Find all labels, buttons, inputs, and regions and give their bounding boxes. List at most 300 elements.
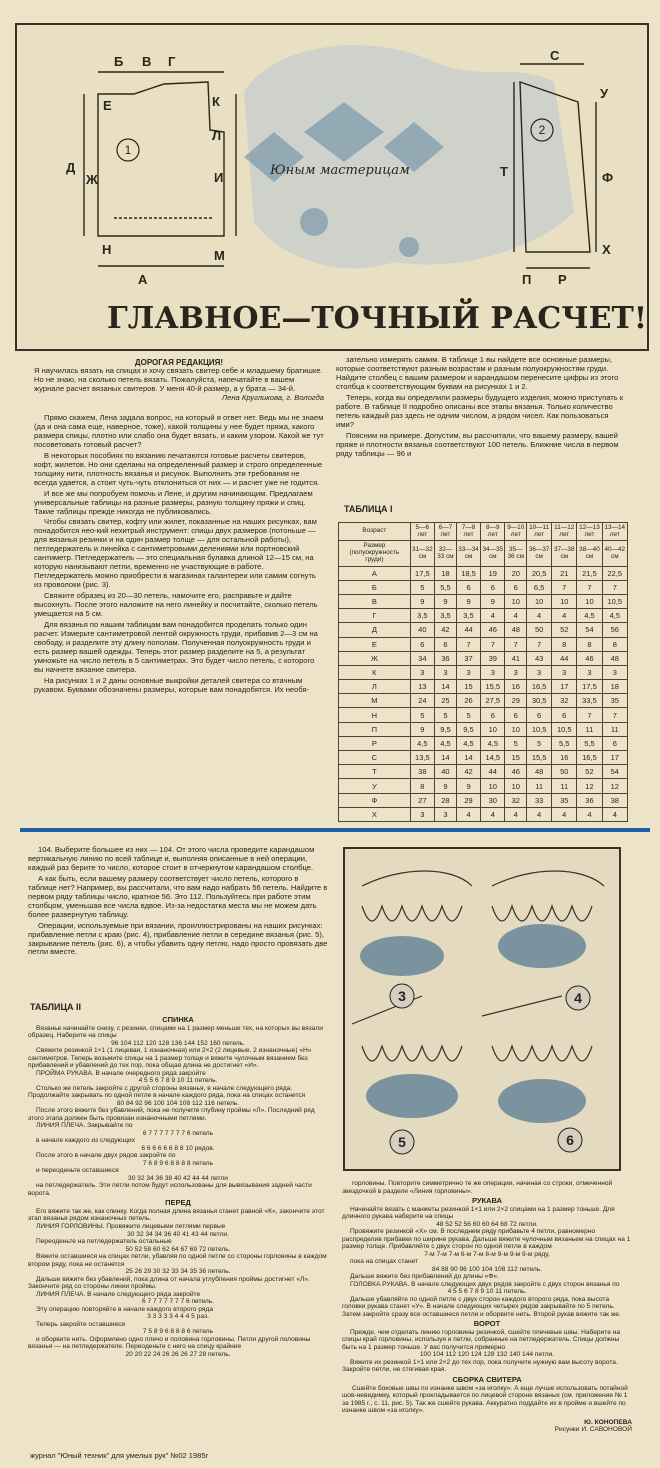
table-cell: 13,5 [410,751,434,765]
instruction-line: 4 5 5 6 7 8 9 10 11 петель. [447,1288,527,1296]
table-cell: 44 [552,651,577,665]
instruction-line: После этого в начале двух рядов закройте по [36,1152,176,1160]
instruction-line: 20 20 22 24 26 26 26 27 28 петель. [125,1350,231,1358]
table-cell: 7 [505,637,527,651]
table-cell: 3 [602,665,627,679]
label-r: Р [558,272,567,287]
header-illustration [14,22,650,352]
table-cell: 4,5 [577,609,602,623]
table-row [339,637,628,651]
label-n: Н [102,242,112,257]
main-title: ГЛАВНОЕ—ТОЧНЫЙ РАСЧЕТ! [106,301,648,336]
table-cell: 6 [602,736,627,750]
table-cell: 16 [552,751,577,765]
instruction-line: Столько же петель закройте с другой стороны вязанья, в начале следующего ряда. Продолжайте закрывать по одной петле в начале каждого ряда, пока на спицах останется [28,1084,306,1100]
paragraph: Прямо скажем, Лена задала вопрос, на который я ответ нет. Ведь мы не знаем (да и она сама еще, наверное, тоже), какой толщины у нее будет пряжа, какого размера спицы, плотно или слабо она будет вязать, и каким узором. Какой же тут посоветовать готовый расчет? [34,413,324,449]
paragraph: горловины. Повторите симметрично те же операции, начиная со строки, отмеченной звездочкой в разделе «Линия горловины». [342,1180,613,1195]
row-letter: В [339,594,411,608]
table-cell: 5,5 [552,736,577,750]
table-cell: 3 [410,665,434,679]
table-cell: 6 [481,708,505,722]
table-cell: 8 [410,779,434,793]
table-cell: 11 [527,779,552,793]
table-cell: 4 [481,609,505,623]
paragraph: В некоторых пособиях по вязанию печатаются готовые расчеты свитеров, кофт, жилетов. Но они сделаны на определенный размер и строго определенные толщину нити, плотность вязанья и рисунок. Выполнить эти требования не всегда удается, а стоит чуть-чуть отклониться от них — и расчет уже не годится. [34,450,323,487]
table-cell: 3,5 [410,609,434,623]
instruction-line: 7 5 8 9 6 8 8 8 6 петель [142,1328,214,1336]
table-cell: 52 [552,623,577,637]
instruction-line: 100 104 112 120 124 128 132 140 144 петли. [419,1351,555,1359]
table-row [339,807,628,821]
table-cell: 10 [527,594,552,608]
table-1-size-cell: 32—33 см [434,541,456,566]
row-letter: Л [339,680,411,694]
table-1-title: ТАБЛИЦА I [344,504,393,514]
table-cell: 9 [456,779,480,793]
table-cell: 12 [577,779,602,793]
table-cell: 22,5 [602,566,627,580]
instruction-line: и переоденьте оставшиеся [36,1167,119,1175]
table-1-size-cell: 36—37 см [527,541,552,566]
table-cell: 7 [552,580,577,594]
table-cell: 42 [456,765,480,779]
table-row [339,651,628,665]
figure-5-label: 5 [398,1134,406,1150]
paragraph: Операции, используемые при вязании, проиллюстрированы на наших рисунках: прибавление петли с краю (рис. 4), прибавление петли в середине вязанья (рис. 5), закрывание петель (рис. 6), а чтобы убавить одну петлю, надо просто провязать две петли вместе. [28,920,328,957]
table-cell: 3 [456,665,480,679]
row-letter: Е [339,637,411,651]
table-cell: 18,5 [456,566,480,580]
table-2 [28,1016,328,1358]
instruction-line: Вяжите их резинкой 1×1 или 2×2 до тех пор, пока получите нужную вам высоту ворота. Закройте петли, не стягивая края. [342,1358,618,1374]
table-cell: 37 [456,651,480,665]
instruction-line: 30 32 34 34 36 40 41 43 44 петли. [127,1230,229,1238]
table-cell: 10,5 [552,722,577,736]
table-1-size-cell: 37—38 см [552,541,577,566]
table-cell: 6 [527,708,552,722]
row-letter: Б [339,580,411,594]
instruction-line: ПРОЙМА РУКАВА. В начале очередного ряда закройте [36,1069,206,1077]
letter-heading: ДОРОГАЯ РЕДАКЦИЯ! [134,358,224,367]
table-cell: 34 [410,651,434,665]
table-cell: 4 [505,807,527,821]
table-cell: 33 [527,793,552,807]
table-1-age-cell: 8—9 лет [481,523,505,541]
table-cell: 4 [552,807,577,821]
letter-signature: Лена Кругликова, г. Вологда [221,393,324,403]
table-cell: 4 [577,807,602,821]
row-letter: Р [339,736,411,750]
table-cell: 6 [552,708,577,722]
table-cell: 25 [434,694,456,708]
table-cell: 9 [410,594,434,608]
table-cell: 46 [505,765,527,779]
table-cell: 16,5 [577,751,602,765]
table-cell: 4,5 [434,736,456,750]
instruction-line: в начале каждого из следующих [36,1137,136,1145]
table-cell: 10 [481,779,505,793]
table-cell: 17,5 [410,566,434,580]
instruction-line: ЛИНИЯ ПЛЕЧА. Закрывайте по [36,1122,133,1130]
table-cell: 8 [552,637,577,651]
instruction-line: 6 7 7 7 7 7 7 7 6 петель. [141,1298,215,1306]
row-letter: У [339,779,411,793]
table-cell: 48 [505,623,527,637]
table-1-age-cell: 5—6 лет [410,523,434,541]
table-row [339,779,628,793]
instruction-line: 25 26 29 30 32 33 34 35 36 петель. [125,1268,231,1276]
instruction-line: После этого вяжите без убавлений, пока не получите глубину проймы «Л». Последний ряд этого этапа должен быть провязан изнаночными петлями. [28,1107,315,1122]
label-i: И [214,170,224,185]
table-cell: 21 [552,566,577,580]
table-row [339,722,628,736]
table-cell: 4,5 [481,736,505,750]
label-kh: Х [602,242,611,257]
table-cell: 18 [602,680,627,694]
row-letter: Г [339,609,411,623]
instruction-line: на петледержатель. Эти петли потом будут использованы для вывязывания задней части ворота. [28,1182,312,1197]
table-cell: 46 [577,651,602,665]
table-cell: 27,5 [481,694,505,708]
table-cell: 9 [410,722,434,736]
instruction-line: Начинайте вязать с манжеты резинкой 1×1 или 2×2 спицами на 1 размер тоньше. Для длинного рукава наберите на спицы [342,1205,615,1221]
table-cell: 6 [505,580,527,594]
instruction-line: Дальше убавляйте по одной петле с двух сторон каждого второго ряда, пока высота головки рукава станет «У». В начале следующих четырех рядов закрывайте по 5 петель. Затем закройте сразу все оставшиеся петли и оборвите нить. Второй рукав вяжите так же. [342,1295,621,1318]
letter-text: Я научилась вязать на спицах и хочу связать свитер себе и младшему братишке. Но не знаю, на сколько петель вязать. Пожалуйста, напечатайте в вашем журнале расчет вязаных свитеров. У меня 40-й размер, а у брата — 34-й. [34,366,323,394]
table-cell: 7 [577,580,602,594]
table-1-age-header: Возраст [339,523,411,541]
table-cell: 14 [434,680,456,694]
assembly-text: Сшейте боковые швы по изнанке швом «за иголку». А еще лучше использовать потайной шов-невидимку, который прокладывается по лицевой стороне вязаных (см. приложение № 1 за 1985 г., с. 11, рис. 5). Так же сшейте рукава. Аккуратно поддайте их в пройме и вшейте по изнанке швом «за иголку». [342,1384,628,1415]
instruction-line: 4 5 5 6 7 8 9 10 11 петель. [138,1077,218,1085]
table-1-age-cell: 12—13 лет [577,523,602,541]
table-cell: 44 [481,765,505,779]
table-1-age-cell: 6—7 лет [434,523,456,541]
table-1-size-cell: 31—32 см [410,541,434,566]
table-cell: 4,5 [410,736,434,750]
table-cell: 12 [602,779,627,793]
table-cell: 10 [505,779,527,793]
table-cell: 3 [577,665,602,679]
table-cell: 5 [505,736,527,750]
letter-block [34,358,324,403]
table-cell: 13 [410,680,434,694]
paragraph: 104. Выберите большее из них — 104. От этого числа проведите карандашом вертикальную линию по всей таблице и, выполняя описанные в ней операции, каждый раз берите то число, которое стоит в отчеркнутом карандашом столбце. [28,845,315,872]
table-1-size-header: Размер (полуокружность груди) [339,541,411,566]
table-cell: 52 [577,765,602,779]
label-zh: Ж [86,172,98,187]
table-cell: 54 [577,623,602,637]
table-cell: 38 [410,765,434,779]
author-credit: Ю. КОНОПЕВА [584,1418,632,1426]
table-cell: 3 [505,665,527,679]
table-cell: 10 [505,722,527,736]
section-heading-back: СПИНКА [162,1015,194,1024]
label-u: У [600,86,609,101]
table-cell: 4,5 [456,736,480,750]
table-1-age-cell: 13—14 лет [602,523,627,541]
row-letter: П [339,722,411,736]
table-cell: 7 [577,708,602,722]
instruction-line: ГОЛОВКА РУКАВА. В начале следующих двух рядов закройте с двух сторон вязанья по [350,1280,620,1288]
table-cell: 14 [456,751,480,765]
table-cell: 10 [505,594,527,608]
table-cell: 3 [410,807,434,821]
table-cell: 33,5 [577,694,602,708]
paragraph: Чтобы связать свитер, кофту или жилет, показанные на наших рисунках, вам понадобится нео-кий нехитрый инструмент: спицы двух размеров (потоньше — для вязанья резинки и на один размер толще — для остальной работы), петледержатель и линейка с сантиметровыми делениями или портновский сантиметр. Петледержатель — это специальная булавка длиной 12—15 см, на которую нанизывают петли, временно не участвующие в работе. Петледержатель можно приобрести в магазинах галантереи или самим согнуть из проволоки (рис. 3). [34,517,317,590]
row-letter: Н [339,708,411,722]
table-cell: 14 [434,751,456,765]
table-row [339,708,628,722]
row-letter: Х [339,807,411,821]
instruction-line: 7 6 8 9 6 8 8 8 8 петель [142,1159,214,1167]
table-cell: 6,5 [527,580,552,594]
row-letter: Ж [339,651,411,665]
table-cell: 11 [577,722,602,736]
table-row [339,793,628,807]
label-s: С [550,48,560,63]
table-cell: 9 [434,594,456,608]
table-row [339,694,628,708]
table-cell: 21,5 [577,566,602,580]
table-cell: 10,5 [602,594,627,608]
paragraph: На рисунках 1 и 2 даны основные выкройки деталей свитера со втачным рукавом. Буквами обозначены размеры, которые вам понадобятся. Их необя- [34,675,310,694]
instruction-line: Вязанье начинайте снизу, с резинки, спицами на 1 размер меньше тех, на которых вы вязали образец. Наберите на спицы [28,1024,323,1040]
table-cell: 7 [456,637,480,651]
instruction-line: пока на спицах станет [350,1258,419,1266]
label-a: А [138,272,148,287]
table-cell: 30,5 [527,694,552,708]
table-row [339,609,628,623]
table-cell: 36 [577,793,602,807]
table-cell: 9 [434,779,456,793]
table-cell: 5,5 [577,736,602,750]
row-letter: А [339,566,411,580]
instruction-line: Его вяжите так же, как спинку. Когда полная длина вязанья станет равной «К», закончите этот этап вязанья рядом изнаночных петель. [28,1207,325,1223]
table-row [339,765,628,779]
label-f: Ф [602,170,614,185]
instruction-line: 6 6 6 6 6 6 8 8 10 рядов. [141,1144,215,1152]
table-cell: 38 [602,793,627,807]
table-cell: 17,5 [577,680,602,694]
table-cell: 46 [481,623,505,637]
instruction-line: Переоденьте на петледержатель остальные [36,1238,172,1246]
instruction-line: 3 3 3 3 3 4 4 4 5 раз. [147,1313,209,1321]
table-cell: 16,5 [527,680,552,694]
table-cell: 5 [527,736,552,750]
instruction-line: 48 52 52 56 60 60 64 68 72 петли. [436,1220,538,1228]
table-row [339,736,628,750]
table-cell: 50 [527,623,552,637]
table-cell: 14,5 [481,751,505,765]
table-cell: 20,5 [527,566,552,580]
table-row [339,623,628,637]
table-cell: 54 [602,765,627,779]
assembly-heading: СБОРКА СВИТЕРА [452,1374,522,1384]
table-cell: 56 [602,623,627,637]
table-cell: 19 [481,566,505,580]
table-cell: 9,5 [456,722,480,736]
section-divider [20,828,650,832]
table-1-size-cell: 33—34 см [456,541,480,566]
table-row [339,680,628,694]
row-letter: М [339,694,411,708]
table-cell: 8 [577,637,602,651]
instruction-line: Дальше вяжите без прибавлений до длины «Ф». [350,1273,499,1281]
table-cell: 15,5 [527,751,552,765]
table-cell: 4 [481,807,505,821]
table-cell: 4 [527,807,552,821]
label-e: Е [103,98,112,113]
table-cell: 3 [434,807,456,821]
section-heading-front: ПЕРЕД [165,1198,191,1208]
row-letter: Т [339,765,411,779]
table-cell: 39 [481,651,505,665]
row-letter: Ф [339,793,411,807]
label-g: Г [168,54,176,69]
table-cell: 4 [552,609,577,623]
table-cell: 10 [481,722,505,736]
instruction-line: Теперь закройте оставшиеся [36,1320,126,1328]
table-cell: 11 [552,779,577,793]
row-letter: Д [339,623,411,637]
table-cell: 15 [456,680,480,694]
lower-right-column [342,1180,632,1434]
table-cell: 41 [505,651,527,665]
collar-heading: ВОРОТ [473,1319,501,1329]
paragraph: И все же мы попробуем помочь и Лене, и другим начинающим. Предлагаем универсальные таблицы на разные размеры, разную толщину пряжи и спиц. Такие таблицы прежде никогда не публиковались. [34,488,313,516]
table-1-age-cell: 9—10 лет [505,523,527,541]
instruction-line: ЛИНИЯ ПЛЕЧА. В начале следующего ряда закройте [36,1290,201,1298]
table-cell: 10,5 [527,722,552,736]
figure-3-label: 3 [398,988,406,1004]
table-cell: 18 [434,566,456,580]
instruction-line: Дальше вяжите без убавлений, пока длина от начала углубления проймы достигнет «Л». Закончите ряд со стороны линии проймы. [28,1275,310,1291]
label-m: М [214,248,225,263]
table-cell: 6 [505,708,527,722]
table-1-size-cell: 40—42 см [602,541,627,566]
label-k: К [212,94,220,109]
table-cell: 8 [602,637,627,651]
instruction-line: 7-м 7-м 7-м 6-м 7-м 8-м 9-м 9-м 9-м ряду, [424,1250,550,1258]
table-cell: 3,5 [434,609,456,623]
table-cell: 16 [505,680,527,694]
knitting-figures [342,846,622,1172]
table-cell: 29 [456,793,480,807]
table-cell: 30 [481,793,505,807]
table-cell: 32 [505,793,527,807]
table-cell: 6 [410,637,434,651]
table-row [339,665,628,679]
table-row [339,566,628,580]
label-d: Д [66,160,76,175]
label-t: Т [500,164,508,179]
table-cell: 15 [505,751,527,765]
row-letter: С [339,751,411,765]
lower-intro [28,846,328,959]
table-1-size-cell: 38—40 см [577,541,602,566]
table-cell: 40 [434,765,456,779]
table-cell: 35 [602,694,627,708]
table-cell: 9 [456,594,480,608]
pattern-1-number: 1 [124,143,132,157]
instruction-line: Вяжите оставшиеся на спицах петли, убавляя по одной петле со стороны горловины в каждом втором ряду, пока не останется [28,1253,327,1268]
pattern-2-number: 2 [538,123,546,137]
instruction-line: 84 88 90 96 100 104 108 112 петель. [431,1265,543,1273]
table-cell: 29 [505,694,527,708]
table-1-age-cell: 11—12 лет [552,523,577,541]
paragraph: Свяжите образец из 20—30 петель, намочите его, расправьте и дайте высохнуть. После этого наложите на него линейку и посчитайте, сколько петель умещается на 5 см. [34,591,318,619]
footer-source: журнал "Юный техник" для умелых рук" №02 1985г [30,1451,209,1460]
table-cell: 17 [602,751,627,765]
instruction-line: ЛИНИЯ ГОРЛОВИНЫ. Провяжите лицевыми петлями первые [36,1222,226,1230]
table-cell: 20 [505,566,527,580]
table-cell: 44 [456,623,480,637]
figure-6-label: 6 [566,1132,574,1148]
table-cell: 43 [527,651,552,665]
table-cell: 48 [527,765,552,779]
table-1-age-cell: 10—11 лет [527,523,552,541]
paragraph: Поясним на примере. Допустим, вы рассчитали, что вашему размеру, вашей пряже и плотности вязанья соответствуют 100 петель. Ближние числа в первом ряду таблицы — 96 и [336,430,619,458]
rubric-label: Юным мастерицам [270,163,410,178]
instruction-line: Провяжите резинкой «Х» см. В последнем ряду прибавьте 4 петли, равномерно распределив прибавки по ширине рукава. Дальше вяжите чулочным вязаньем на спицах на 1 размер толще. Прибавляйте с двух сторон по одной петле в каждом [342,1228,631,1251]
table-cell: 28 [434,793,456,807]
table-cell: 7 [527,637,552,651]
table-cell: 4,5 [602,609,627,623]
instruction-line: 50 52 58 60 62 64 67 69 72 петель. [125,1245,231,1253]
table-cell: 50 [552,765,577,779]
table-cell: 10 [552,594,577,608]
article-column-1 [34,414,324,697]
table-cell: 3 [552,665,577,679]
instruction-line: Свяжите резинкой 1×1 (1 лицевая, 1 изнаночная) или 2×2 (2 лицевые, 2 изнаночные) «Н» сантиметров. Теперь возьмите спицы на 1 размер толще и вяжите чулочным вязанием без прибавлений и убавлений до тех пор, пока общая длина не достигнет «И». [28,1047,312,1070]
artist-credit: Рисунки И. САВОНОВОЙ [554,1426,632,1434]
table-cell: 5 [456,708,480,722]
table-2-title: ТАБЛИЦА II [30,1002,82,1012]
table-cell: 10 [577,594,602,608]
table-cell: 24 [410,694,434,708]
paragraph: А как быть, если вашему размеру соответствует число петель, которого в таблице нет? Например, вы рассчитали, что вам надо набрать 56 петель. Найдите в первом ряду таблицы число, кратное 56. Это 112. Пользуйтесь при работе этим столбцом, уменьшая все числа вдвое. Из-за недостатка места мы не можем дать более развернутую таблицу. [28,873,328,919]
label-l: Л [212,128,222,143]
table-cell: 5,5 [434,580,456,594]
label-v: В [142,54,152,69]
table-cell: 27 [410,793,434,807]
instruction-line: Прежде, чем отделать линию горловины резинкой, сшейте плечевые швы. Наберите на спицы край горловины, используя и петли, собранные на петледержатель. Спицы должны быть на 1 размер тоньше. У вас получится примерно [342,1328,621,1351]
table-cell: 4 [505,609,527,623]
table-cell: 35 [552,793,577,807]
table-cell: 5 [410,708,434,722]
table-cell: 40 [410,623,434,637]
table-row [339,580,628,594]
table-cell: 3,5 [456,609,480,623]
paragraph: зательно измерять самим. В таблице 1 вы найдете все основные размеры, которые соответствуют разным возрастам и разным полуокружностям груди. Найдите столбец с вашим размером и карандашом перенесите цифры из этого столбца к соответствующим буквам на рисунках 1 и 2. [336,355,619,391]
table-cell: 6 [434,637,456,651]
table-cell: 7 [602,580,627,594]
table-cell: 3 [481,665,505,679]
table-cell: 4 [602,807,627,821]
table-cell: 3 [527,665,552,679]
table-cell: 3 [434,665,456,679]
table-cell: 5 [434,708,456,722]
table-cell: 4 [527,609,552,623]
instruction-line: 30 32 34 36 38 40 42 44 44 петли [128,1174,228,1182]
table-cell: 9,5 [434,722,456,736]
table-cell: 32 [552,694,577,708]
table-cell: 26 [456,694,480,708]
instruction-line: Эту операцию повторяйте в начале каждого второго ряда [36,1305,214,1313]
sleeve-heading: РУКАВА [471,1196,503,1206]
table-cell: 7 [481,637,505,651]
